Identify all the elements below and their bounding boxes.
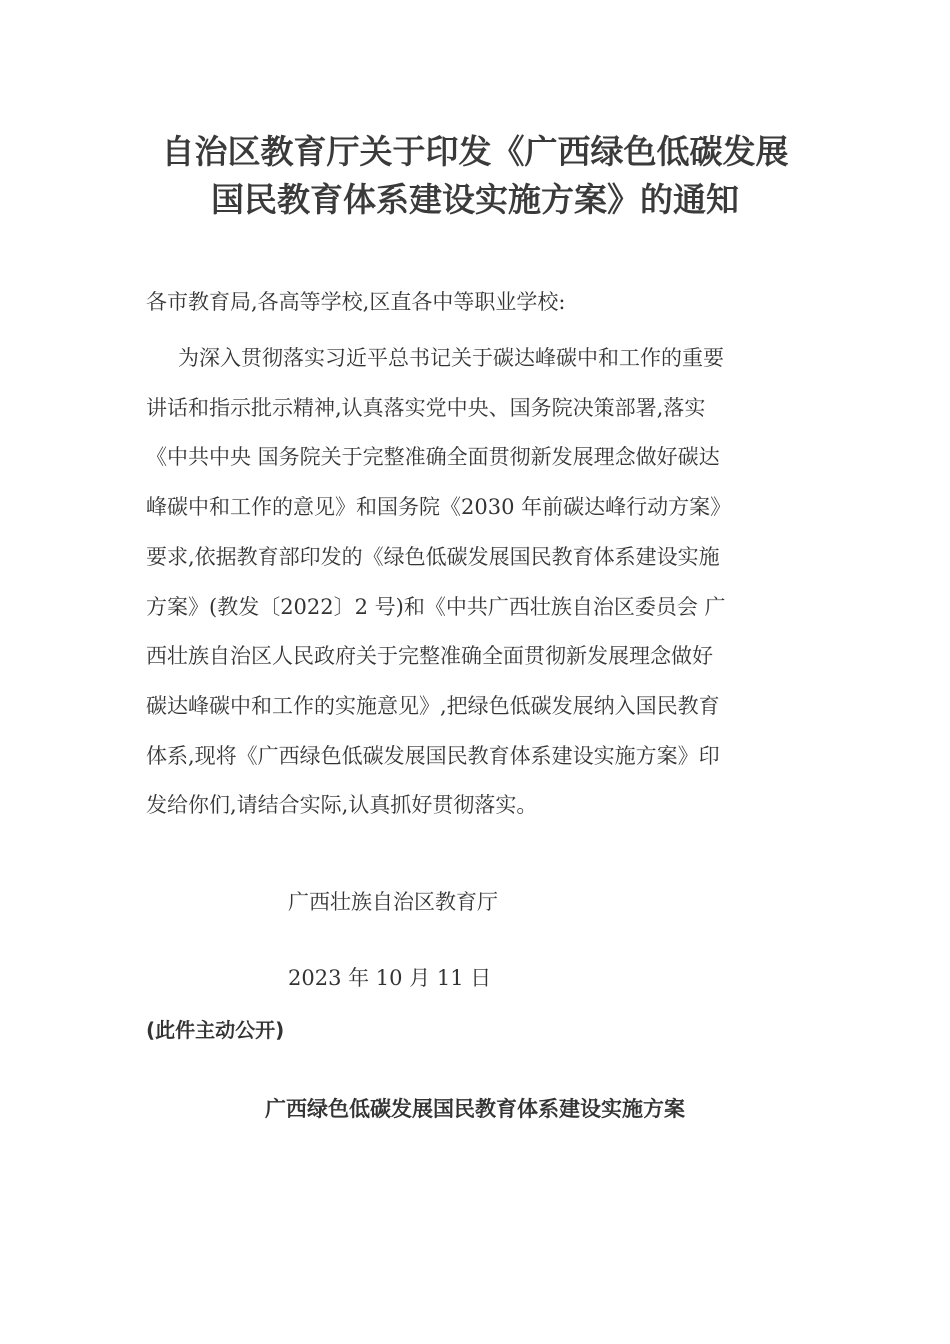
- body-line: 要求,依据教育部印发的《绿色低碳发展国民教育体系建设实施: [146, 544, 720, 569]
- body-line: 发给你们,请结合实际,认真抓好贯彻落实。: [146, 793, 538, 818]
- body-line: 为深入贯彻落实习近平总书记关于碳达峰碳中和工作的重要: [178, 346, 724, 370]
- title-line-2: 国民教育体系建设实施方案》的通知: [211, 180, 739, 219]
- salutation: 各市教育局,各高等学校,区直各中等职业学校:: [146, 290, 566, 314]
- body-line: 方案》(教发〔2022〕2 号)和《中共广西壮族自治区委员会 广: [146, 594, 726, 619]
- body-paragraph: [146, 334, 806, 831]
- body-line: 峰碳中和工作的意见》和国务院《2030 年前碳达峰行动方案》: [146, 495, 732, 520]
- plan-title: 广西绿色低碳发展国民教育体系建设实施方案: [265, 1097, 685, 1121]
- public-disclosure-note: (此件主动公开): [146, 1018, 285, 1042]
- body-line: 西壮族自治区人民政府关于完整准确全面贯彻新发展理念做好: [146, 644, 713, 669]
- sender-organization: 广西壮族自治区教育厅: [288, 890, 498, 914]
- body-line: 体系,现将《广西绿色低碳发展国民教育体系建设实施方案》印: [146, 743, 720, 768]
- body-line: 讲话和指示批示精神,认真落实党中央、国务院决策部署,落实: [146, 395, 706, 420]
- body-line: 《中共中央 国务院关于完整准确全面贯彻新发展理念做好碳达: [146, 445, 720, 470]
- title-line-1: 自治区教育厅关于印发《广西绿色低碳发展: [161, 132, 789, 171]
- document-title: [140, 128, 810, 224]
- body-line: 碳达峰碳中和工作的实施意见》,把绿色低碳发展纳入国民教育: [146, 693, 720, 718]
- issue-date: 2023 年 10 月 11 日: [288, 966, 492, 990]
